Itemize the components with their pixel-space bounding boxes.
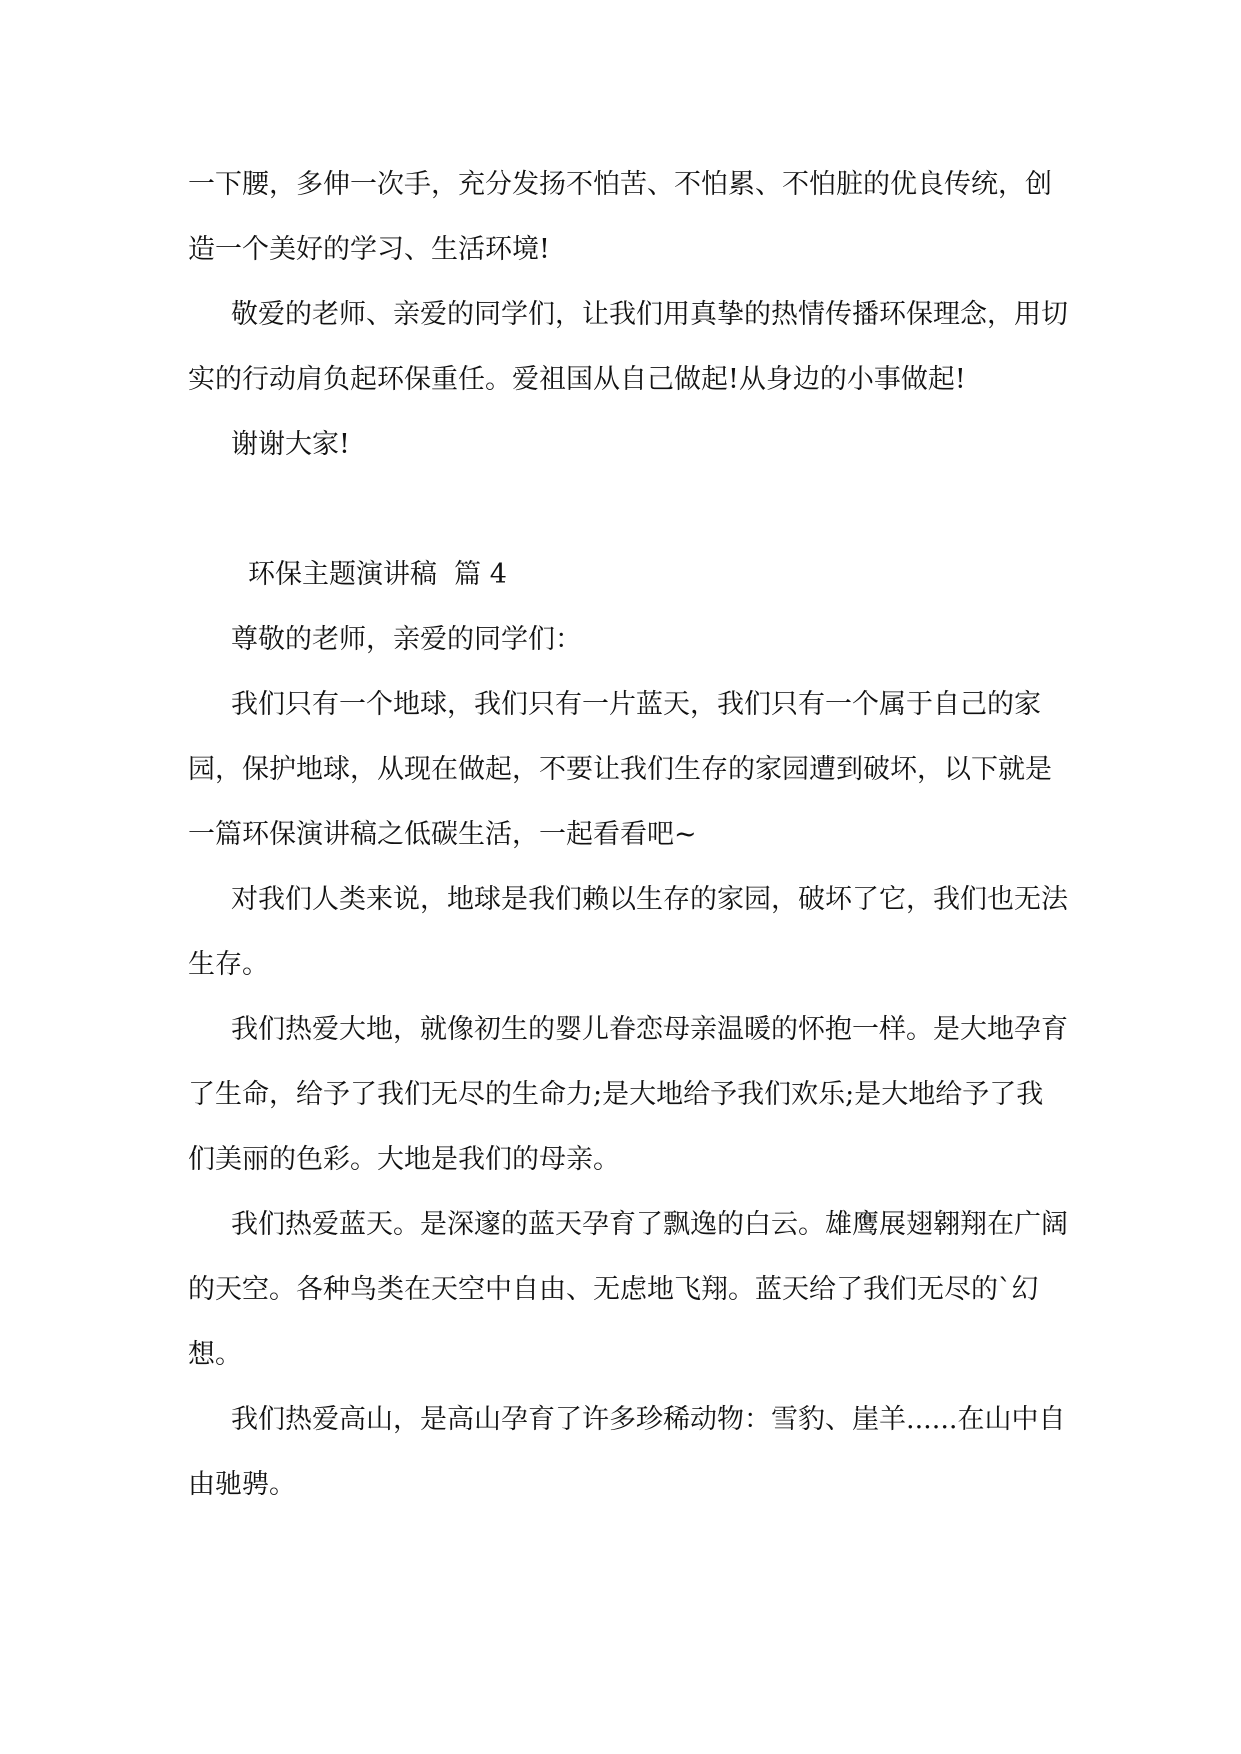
paragraph: 尊敬的老师，亲爱的同学们： — [231, 624, 582, 655]
section-title: 环保主题演讲稿 篇 4 — [248, 559, 507, 590]
paragraph: 一下腰，多伸一次手，充分发扬不怕苦、不怕累、不怕脏的优良传统，创造一个美好的学习、生活环境! — [188, 169, 1052, 265]
paragraph: 我们热爱蓝天。是深邃的蓝天孕育了飘逸的白云。雄鹰展翅翱翔在广阔的天空。各种鸟类在天空中自由、无虑地飞翔。蓝天给了我们无尽的`幻想。 — [188, 1209, 1068, 1370]
paragraph: 敬爱的老师、亲爱的同学们，让我们用真挚的热情传播环保理念，用切实的行动肩负起环保重任。爱祖国从自己做起!从身边的小事做起! — [188, 299, 1068, 395]
paragraph: 我们热爱高山，是高山孕育了许多珍稀动物：雪豹、崖羊......在山中自由驰骋。 — [188, 1404, 1066, 1500]
paragraph: 对我们人类来说，地球是我们赖以生存的家园，破坏了它，我们也无法生存。 — [188, 884, 1068, 980]
paragraph: 谢谢大家! — [231, 429, 350, 460]
paragraph: 我们热爱大地，就像初生的婴儿眷恋母亲温暖的怀抱一样。是大地孕育了生命，给予了我们无尽的生命力;是大地给予我们欢乐;是大地给予了我们美丽的色彩。大地是我们的母亲。 — [188, 1014, 1068, 1175]
paragraph: 我们只有一个地球，我们只有一片蓝天，我们只有一个属于自己的家园，保护地球，从现在做起，不要让我们生存的家园遭到破坏，以下就是一篇环保演讲稿之低碳生活，一起看看吧~ — [188, 689, 1052, 850]
document-body — [188, 152, 1068, 1517]
section-spacer — [188, 477, 1068, 542]
